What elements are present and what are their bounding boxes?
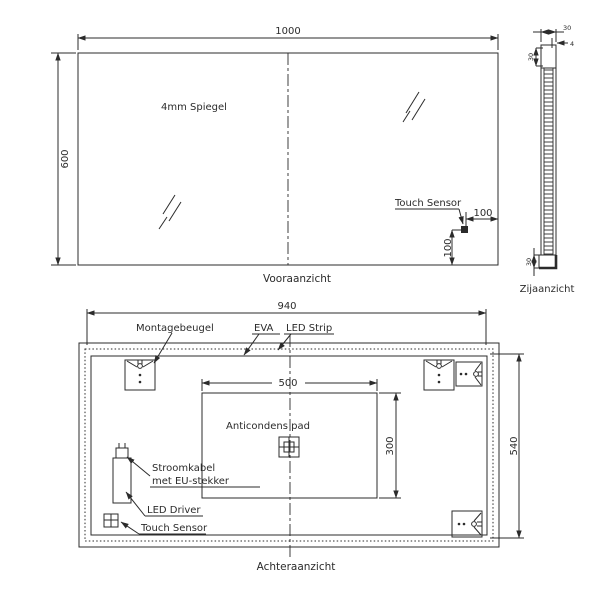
front-touch-sensor-callout — [394, 198, 463, 224]
back-dim-width-value: 940 — [277, 301, 297, 312]
side-led-channel-hatch — [544, 68, 553, 255]
pad-dim-height-value: 300 — [385, 436, 396, 456]
front-caption: Vooraanzicht — [262, 273, 332, 285]
led-driver — [113, 443, 131, 503]
side-dim-depth-value: 30 — [563, 24, 572, 32]
back-touch-sensor-label: Touch Sensor — [141, 523, 208, 534]
pad-dim-height — [379, 393, 401, 498]
led-strip-callout — [278, 323, 334, 350]
front-dim-height-value: 600 — [60, 149, 71, 169]
front-view — [51, 26, 498, 285]
pad-center-symbol — [279, 437, 299, 457]
back-dim-height-value: 540 — [509, 436, 520, 456]
front-touch-sensor — [461, 226, 468, 233]
side-view — [520, 24, 575, 295]
bracket-top-right-rotated — [456, 362, 482, 386]
front-dim-width — [78, 26, 498, 50]
bracket-bottom-right-rotated — [452, 511, 482, 537]
side-dim-frame-bottom-value: 30 — [525, 257, 533, 267]
side-dim-frame-bottom — [525, 248, 540, 276]
front-touch-sensor-label: Touch Sensor — [395, 198, 462, 209]
pad-dim-width — [202, 378, 377, 391]
led-driver-box — [113, 458, 131, 503]
front-dim-sensor-bottom — [443, 230, 461, 265]
anticondens-pad-label: Anticondens pad — [226, 421, 310, 432]
front-dim-sensor-right — [466, 208, 498, 227]
front-dim-height — [51, 53, 76, 265]
anticondens-pad — [202, 378, 401, 498]
led-strip-label: LED Strip — [286, 323, 333, 334]
back-touch-sensor — [104, 514, 118, 527]
side-dim-frame-top-value: 30 — [527, 52, 535, 62]
touch-sensor-callout — [121, 522, 208, 534]
back-view — [79, 301, 524, 573]
side-bottom-frame-edge — [539, 255, 556, 268]
power-plug — [116, 448, 128, 458]
montagebeugel-label: Montagebeugel — [136, 323, 214, 334]
front-dim-sensor-bottom-value: 100 — [443, 238, 454, 258]
glass-hatch-bottom-left — [159, 195, 181, 229]
side-caption: Zijaanzicht — [519, 284, 575, 295]
side-dim-glass-value: 4 — [570, 40, 575, 48]
front-dim-sensor-right-value: 100 — [473, 208, 493, 219]
stroomkabel-label-line2: met EU-stekker — [152, 476, 230, 487]
front-dim-width-value: 1000 — [275, 26, 301, 37]
bracket-top-right — [424, 360, 454, 390]
led-driver-callout — [126, 492, 203, 516]
led-driver-label: LED Driver — [147, 505, 201, 516]
side-bottom-frame — [539, 255, 556, 268]
back-dim-height — [490, 354, 524, 538]
bracket-top-left — [125, 360, 155, 390]
glass-label: 4mm Spiegel — [161, 102, 227, 113]
glass-hatch-top-right — [403, 92, 425, 122]
eva-label: EVA — [254, 323, 274, 334]
side-dim-glass — [552, 38, 574, 48]
pad-dim-width-value: 500 — [278, 378, 298, 389]
back-caption: Achteraanzicht — [256, 561, 336, 573]
stroomkabel-callout — [127, 457, 260, 487]
eva-callout — [244, 323, 280, 355]
stroomkabel-label-line1: Stroomkabel — [152, 463, 216, 474]
